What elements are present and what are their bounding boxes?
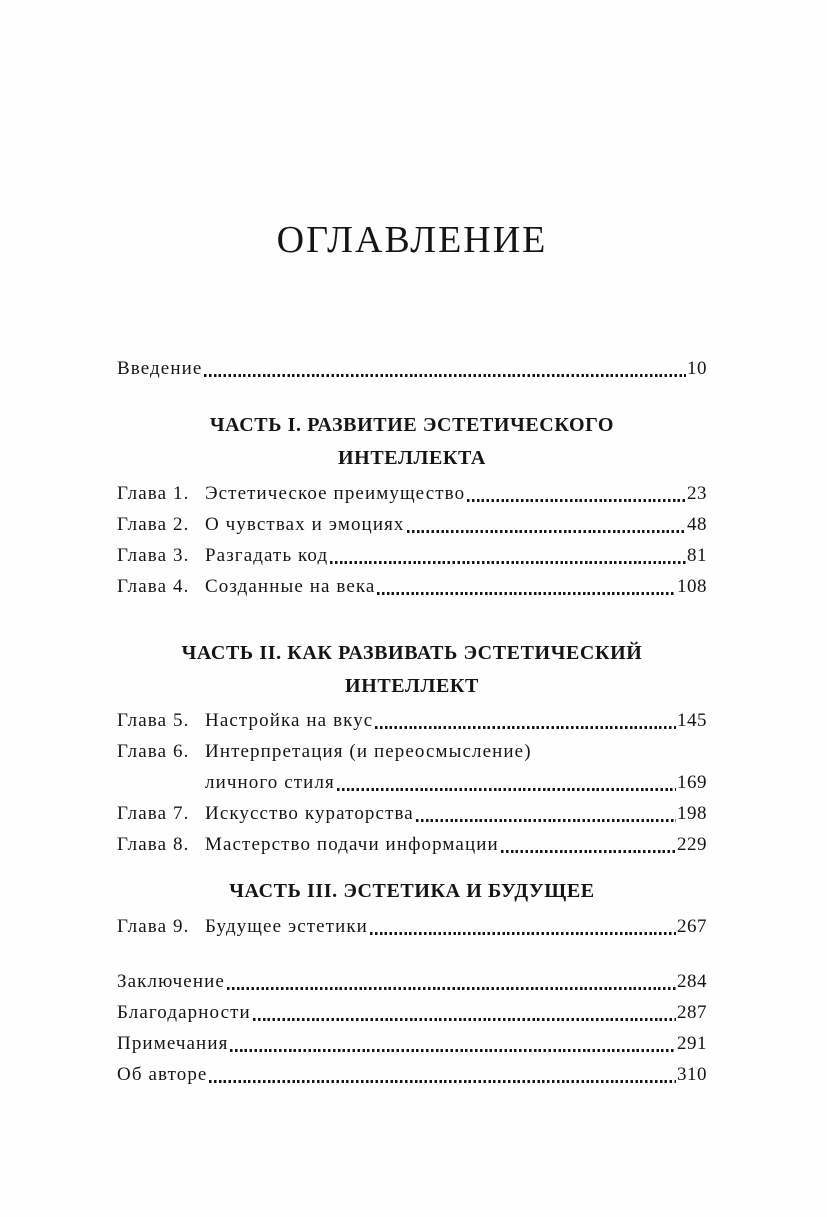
page-number: 169: [677, 772, 707, 793]
page-number: 310: [677, 1064, 707, 1085]
part-heading-line: ИНТЕЛЛЕКТ: [345, 675, 479, 697]
dot-leader: [230, 1049, 676, 1052]
page-number: 287: [677, 1002, 707, 1023]
chapter-title: Эстетическое преимущество: [205, 483, 466, 504]
chapter-number: Глава 1.: [117, 483, 190, 504]
part-heading-line: ЧАСТЬ I. РАЗВИТИЕ ЭСТЕТИЧЕСКОГО: [209, 414, 615, 436]
dot-leader: [330, 561, 686, 564]
page-number: 108: [677, 576, 707, 597]
dot-leader: [407, 530, 686, 533]
page-number: 229: [677, 834, 707, 855]
toc-entry-acknowledgements: [117, 997, 707, 1028]
chapter-title: Искусство кураторства: [205, 803, 414, 824]
dot-leader: [416, 819, 676, 822]
part-heading-line: ИНТЕЛЛЕКТА: [338, 447, 486, 469]
toc-entry-chapter-6: [117, 736, 707, 767]
page-number: 291: [677, 1033, 707, 1054]
chapter-number: Глава 9.: [117, 916, 190, 937]
dot-leader: [337, 788, 676, 791]
toc-entry-chapter-8: [117, 829, 707, 860]
entry-label: Благодарности: [117, 1002, 251, 1023]
toc-entry-chapter-2: [117, 509, 707, 540]
chapter-title: Настройка на вкус: [205, 710, 374, 731]
chapter-number: Глава 2.: [117, 514, 190, 535]
chapter-title: О чувствах и эмоциях: [205, 514, 405, 535]
dot-leader: [209, 1080, 676, 1083]
dot-leader: [204, 374, 686, 377]
page-number: 267: [677, 916, 707, 937]
chapter-number: Глава 5.: [117, 710, 190, 731]
toc-entry-chapter-7: [117, 798, 707, 829]
page-number: 10: [687, 358, 707, 379]
dot-leader: [253, 1018, 676, 1021]
chapter-title: Созданные на века: [205, 576, 376, 597]
chapter-number: Глава 6.: [117, 741, 190, 762]
toc-entry-chapter-4: [117, 571, 707, 602]
toc-entry-conclusion: [117, 966, 707, 997]
entry-label: Примечания: [117, 1033, 229, 1054]
dot-leader: [227, 987, 676, 990]
page-number: 48: [687, 514, 707, 535]
entry-label: Заключение: [117, 971, 225, 992]
part-heading-3: [117, 875, 707, 908]
toc-entry-about-author: [117, 1059, 707, 1090]
toc-entry-chapter-9: [117, 911, 707, 942]
page-number: 145: [677, 710, 707, 731]
toc-entry-chapter-3: [117, 540, 707, 571]
part-heading-1: [117, 409, 707, 475]
toc-entry-chapter-1: [117, 478, 707, 509]
chapter-number: Глава 8.: [117, 834, 190, 855]
page-number: 23: [687, 483, 707, 504]
chapter-title: Мастерство подачи информации: [205, 834, 499, 855]
chapter-title: Интерпретация (и переосмысление): [205, 741, 532, 762]
table-of-contents: [117, 353, 707, 1090]
page-title: ОГЛАВЛЕНИЕ: [276, 219, 548, 261]
dot-leader: [370, 932, 676, 935]
dot-leader: [467, 499, 686, 502]
chapter-number: Глава 7.: [117, 803, 190, 824]
dot-leader: [375, 726, 676, 729]
toc-entry-introduction: [117, 353, 707, 384]
chapter-title-continued: личного стиля: [205, 772, 335, 793]
back-matter: [117, 966, 707, 1090]
page-number: 81: [687, 545, 707, 566]
entry-label: Об авторе: [117, 1064, 208, 1085]
dot-leader: [501, 850, 676, 853]
toc-entry-chapter-6-line2: [117, 767, 707, 798]
toc-entry-notes: [117, 1028, 707, 1059]
part-heading-line: ЧАСТЬ II. КАК РАЗВИВАТЬ ЭСТЕТИЧЕСКИЙ: [181, 642, 643, 664]
part-heading-line: ЧАСТЬ III. ЭСТЕТИКА И БУДУЩЕЕ: [229, 880, 595, 902]
entry-label: Введение: [117, 358, 203, 379]
page-number: 284: [677, 971, 707, 992]
toc-entry-chapter-5: [117, 705, 707, 736]
chapter-title: Разгадать код: [205, 545, 329, 566]
dot-leader: [377, 592, 676, 595]
page-number: 198: [677, 803, 707, 824]
chapter-title: Будущее эстетики: [205, 916, 368, 937]
part-heading-2: [117, 637, 707, 703]
chapter-number: Глава 4.: [117, 576, 190, 597]
chapter-number: Глава 3.: [117, 545, 190, 566]
